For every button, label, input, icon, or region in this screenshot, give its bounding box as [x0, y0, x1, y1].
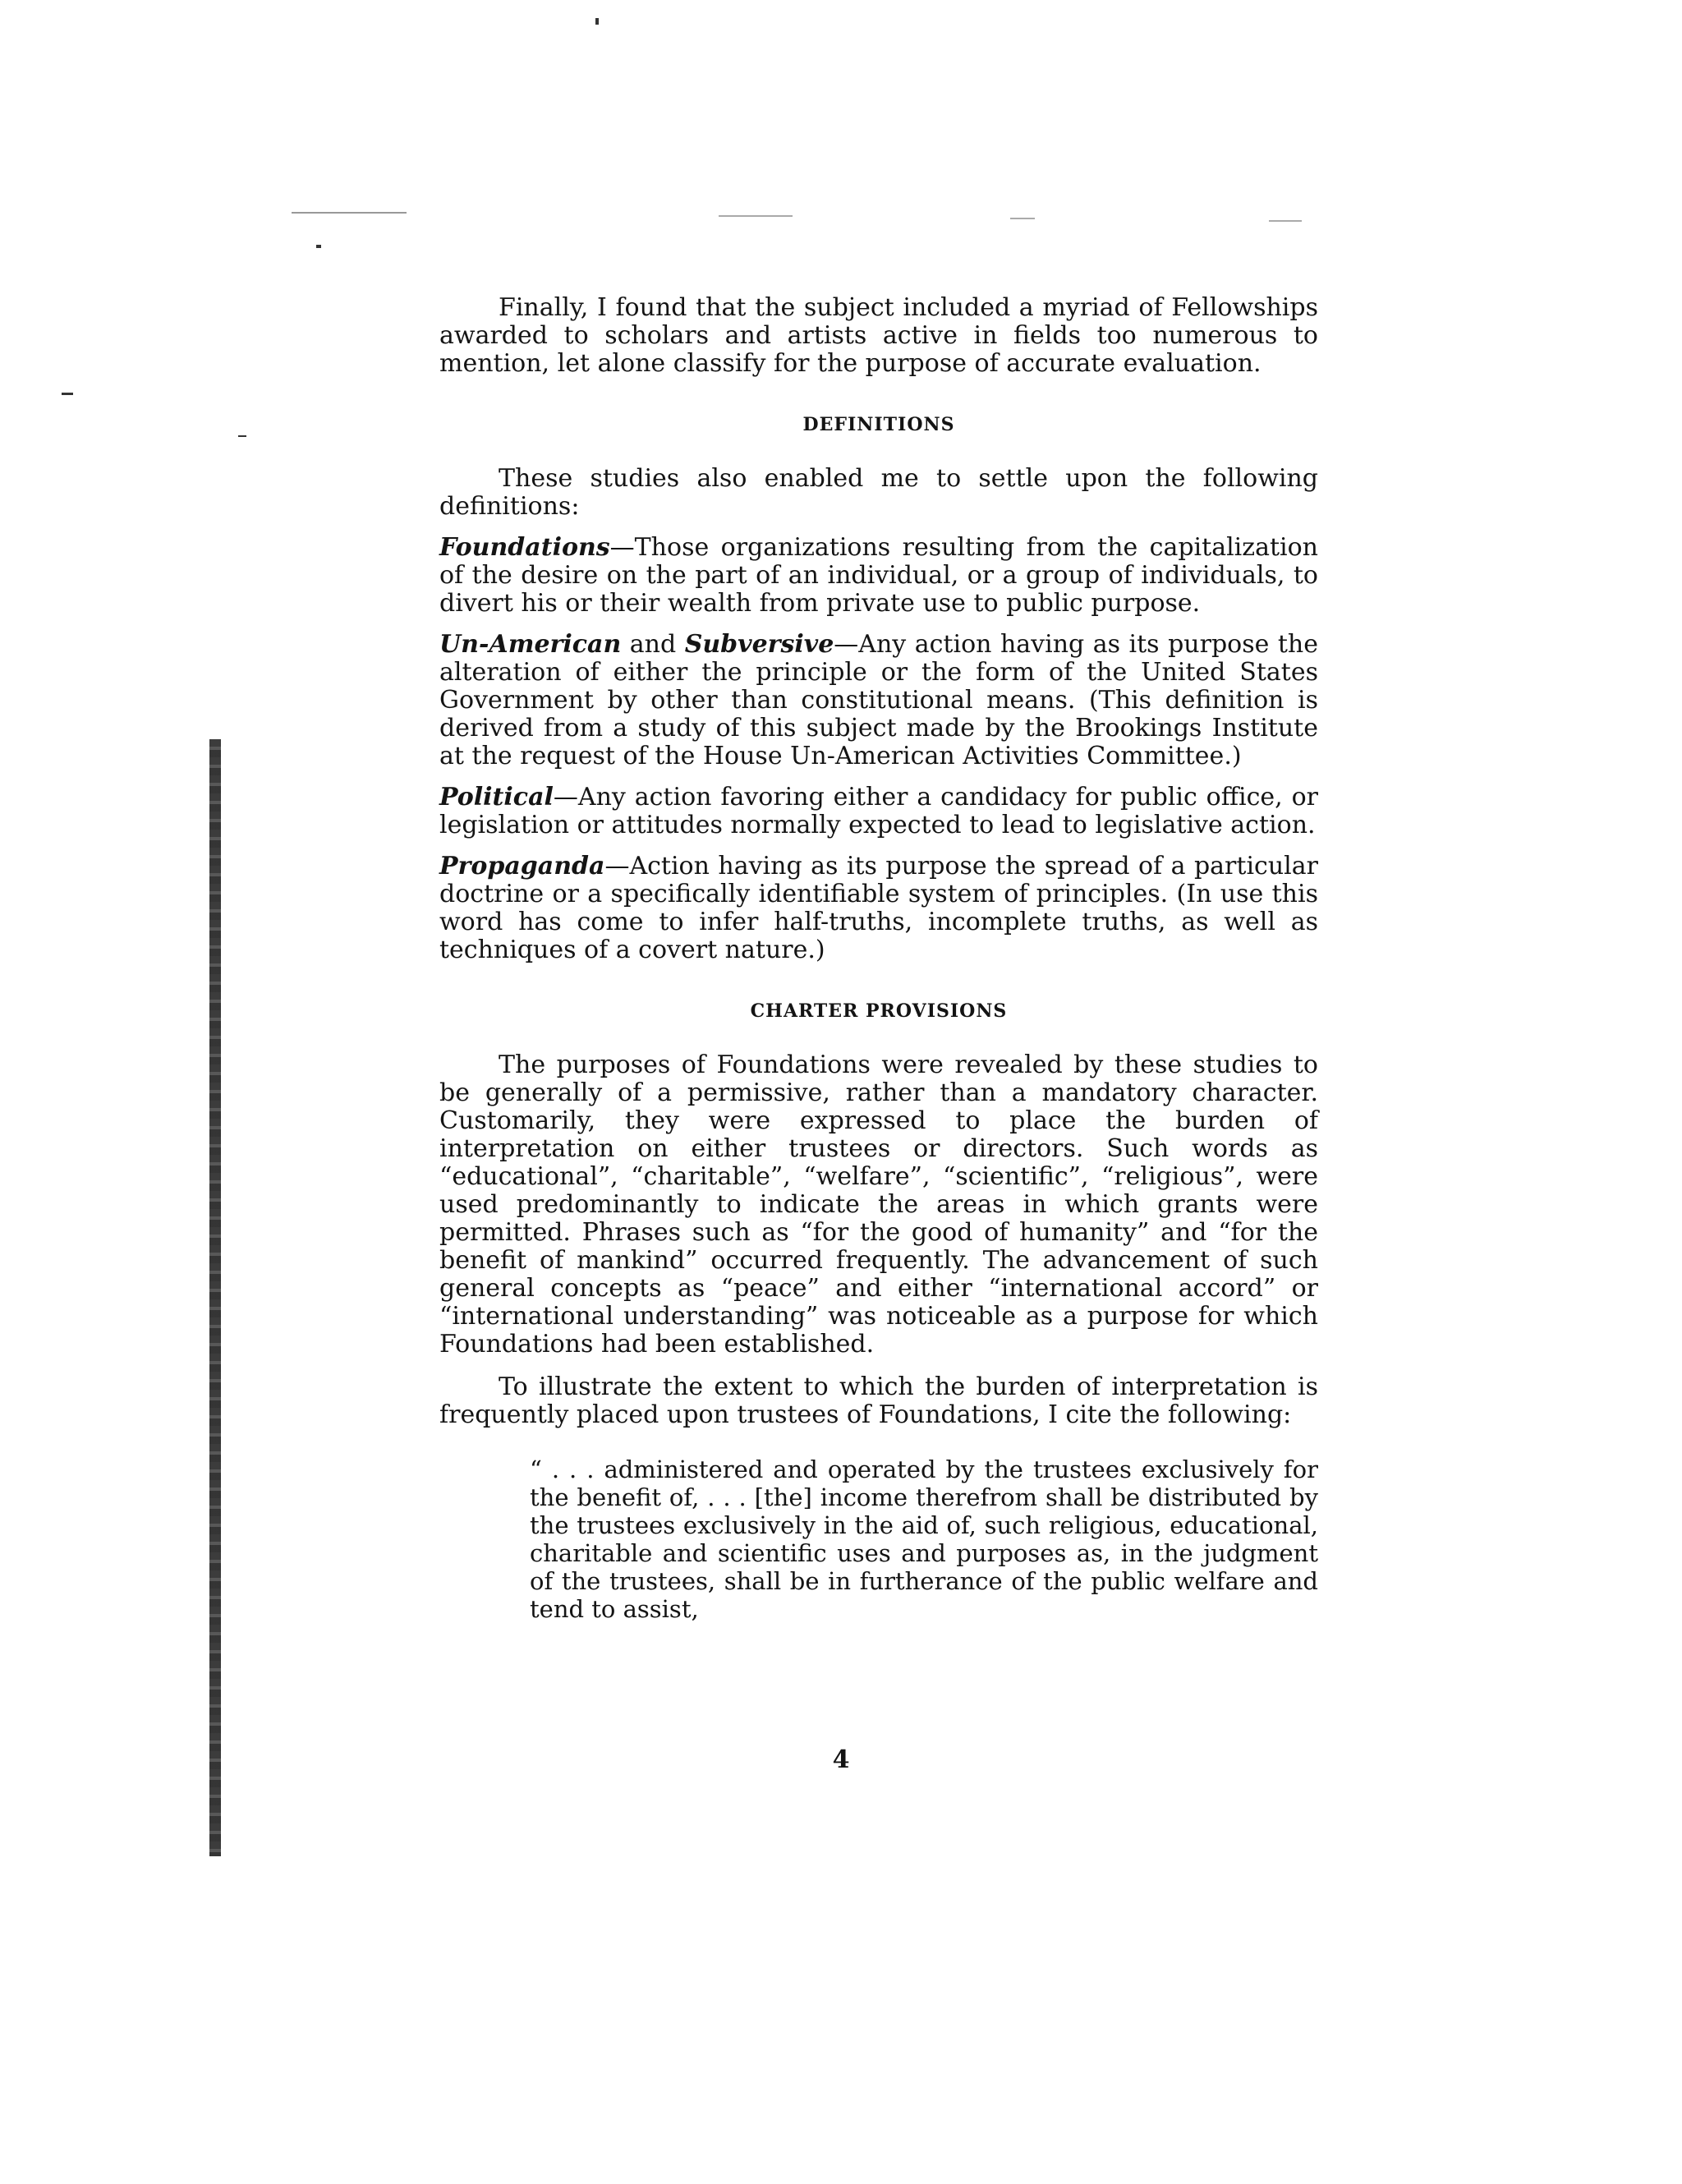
definition-propaganda	[439, 853, 1318, 964]
scan-speck	[316, 245, 321, 248]
page-number: 4	[832, 1745, 850, 1774]
scan-dash-line	[292, 212, 407, 214]
definition-unamerican	[439, 631, 1318, 770]
term-unamerican: Un-American	[439, 630, 622, 659]
conjunction: and	[629, 630, 677, 659]
scan-speck	[595, 18, 599, 25]
definitions-heading: DEFINITIONS	[802, 414, 955, 435]
term-subversive: Subversive	[684, 630, 834, 659]
scan-dash-line	[719, 215, 793, 217]
definition-text: —Any action having as its purpose the alteration of either the principle or the form of the United States Government by other than constitutional means. (This definition is derived from a study of this subject made by the Brookings Institute at the request of the House Un-American Activities Committee.)	[439, 630, 1318, 770]
definition-text: —Action having as its purpose the spread of a particular doctrine or a specifically identifiable system of principles. (In use this word has come to infer half-truths, incomplete truths, as well as techniques of a covert nature.)	[439, 852, 1318, 964]
term-propaganda: Propaganda	[439, 852, 605, 880]
definition-political	[439, 784, 1318, 839]
scan-dash-line	[1010, 218, 1035, 219]
term-political: Political	[439, 783, 554, 812]
definition-text: —Those organizations resulting from the capitalization of the desire on the part of an individual, or a group of individuals, to divert his or their wealth from private use to public purpose.	[439, 533, 1318, 618]
scan-speck	[62, 393, 73, 395]
definition-text: —Any action favoring either a candidacy for public office, or legislation or attitudes normally expected to lead to legislative action.	[439, 783, 1318, 839]
charter-heading: CHARTER PROVISIONS	[750, 1000, 1008, 1022]
charter-paragraph-1: The purposes of Foundations were revealed by these studies to be generally of a permissive, rather than a mandatory character. Customarily, they were expressed to place the burden of interpretation on either trustees or directors. Such words as “educational”, “charitable”, “welfare”, “scientific”, “religious”, were used predominantly to indicate the areas in which grants were permitted. Phrases such as “for the good of humanity” and “for the benefit of mankind” occurred frequently. The advancement of such general concepts as “peace” and either “international accord” or “international understanding” was noticeable as a purpose for which Foundations had been established.	[439, 1051, 1318, 1359]
intro-paragraph: Finally, I found that the subject included a myriad of Fellowships awarded to scholars and artists active in fields too numerous to mention, let alone classify for the purpose of accurate evaluation.	[439, 293, 1318, 378]
scan-binding-edge	[209, 739, 221, 1856]
scan-dash-line	[1269, 220, 1302, 222]
definition-foundations	[439, 534, 1318, 618]
scan-speck	[238, 435, 246, 437]
term-foundations: Foundations	[439, 533, 610, 562]
block-quote: “ . . . administered and operated by the trustees exclusively for the benefit of, . . . [the] income therefrom shall be distributed by the trustees exclusively in the aid of, such religious, educational, charitable and scientific uses and purposes as, in the judgment of the trustees, shall be in furtherance of the public welfare and tend to assist,	[530, 1455, 1318, 1623]
definitions-intro: These studies also enabled me to settle upon the following definitions:	[439, 464, 1318, 521]
charter-paragraph-2: To illustrate the extent to which the burden of interpretation is frequently placed upon trustees of Foundations, I cite the following:	[439, 1372, 1318, 1429]
text-column	[439, 294, 1318, 1623]
